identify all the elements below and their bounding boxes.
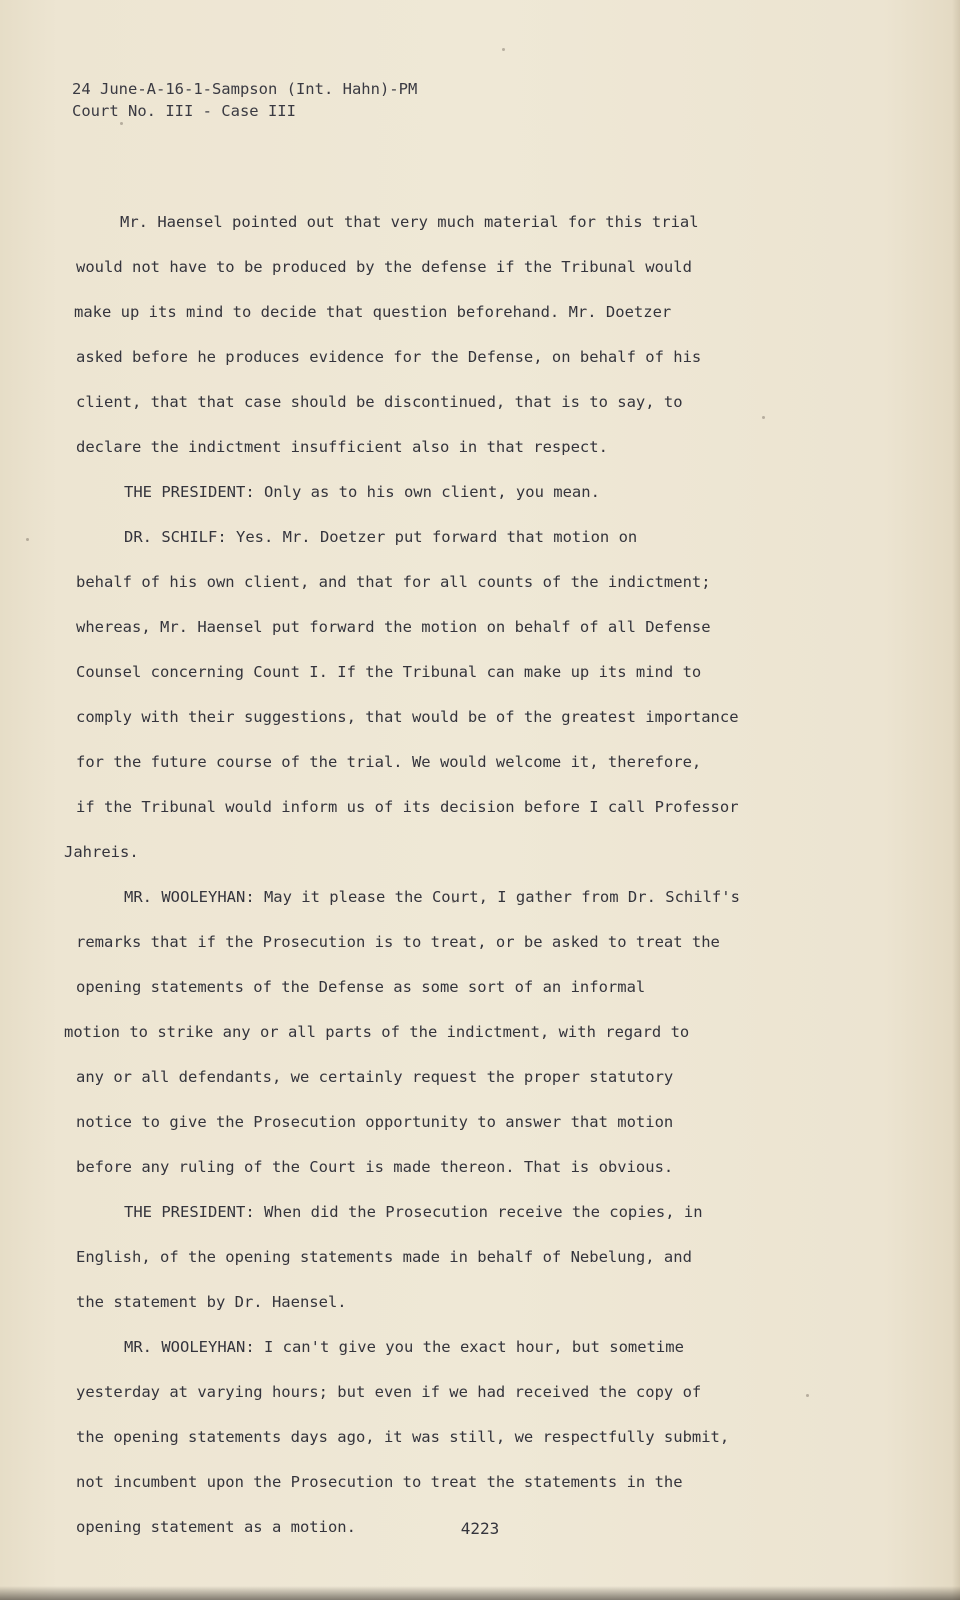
transcript-line: the opening statements days ago, it was still, we respectfully submit,: [76, 1428, 730, 1446]
transcript-line: English, of the opening statements made in behalf of Nebelung, and: [76, 1248, 692, 1266]
page-edge-bottom: [0, 1586, 960, 1600]
transcript-line: any or all defendants, we certainly request the proper statutory: [76, 1068, 674, 1086]
transcript-line: declare the indictment insufficient also in that respect.: [76, 438, 608, 456]
transcript-line: THE PRESIDENT: Only as to his own client, you mean.: [124, 483, 600, 501]
page-edge-shadow: [952, 0, 960, 1600]
document-header: [72, 78, 417, 122]
paper-speck: [762, 416, 765, 419]
header-reference-line: 24 June-A-16-1-Sampson (Int. Hahn)-PM: [72, 80, 418, 98]
transcript-line: motion to strike any or all parts of the indictment, with regard to: [64, 1023, 690, 1041]
paper-speck: [452, 900, 455, 903]
transcript-line: the statement by Dr. Haensel.: [76, 1293, 347, 1311]
transcript-line: MR. WOOLEYHAN: I can't give you the exact hour, but sometime: [124, 1338, 684, 1356]
transcript-line: not incumbent upon the Prosecution to treat the statements in the: [76, 1473, 683, 1491]
transcript-line: opening statement as a motion.: [76, 1518, 356, 1536]
transcript-line: client, that that case should be discontinued, that is to say, to: [76, 393, 683, 411]
page-number: 4223: [460, 1519, 500, 1538]
transcript-line: notice to give the Prosecution opportunity to answer that motion: [76, 1113, 674, 1131]
header-court-line: Court No. III - Case III: [72, 102, 296, 120]
transcript-line: remarks that if the Prosecution is to treat, or be asked to treat the: [76, 933, 720, 951]
transcript-line: behalf of his own client, and that for all counts of the indictment;: [76, 573, 711, 591]
transcript-line: for the future course of the trial. We would welcome it, therefore,: [76, 753, 702, 771]
transcript-line: asked before he produces evidence for the Defense, on behalf of his: [76, 348, 702, 366]
transcript-line: yesterday at varying hours; but even if we had received the copy of: [76, 1383, 702, 1401]
paper-speck: [502, 48, 505, 51]
paper-speck: [120, 122, 123, 125]
transcript-line: DR. SCHILF: Yes. Mr. Doetzer put forward that motion on: [124, 528, 638, 546]
transcript-line: Counsel concerning Count I. If the Tribunal can make up its mind to: [76, 663, 702, 681]
transcript-line: would not have to be produced by the defense if the Tribunal would: [76, 258, 692, 276]
transcript-line: THE PRESIDENT: When did the Prosecution receive the copies, in: [124, 1203, 703, 1221]
transcript-line: MR. WOOLEYHAN: May it please the Court, I gather from Dr. Schilf's: [124, 888, 740, 906]
transcript-line: make up its mind to decide that question beforehand. Mr. Doetzer: [74, 303, 672, 321]
transcript-line: comply with their suggestions, that would be of the greatest importance: [76, 708, 739, 726]
transcript-line: Jahreis.: [64, 843, 139, 861]
transcript-line: if the Tribunal would inform us of its decision before I call Professor: [76, 798, 739, 816]
paper-speck: [26, 538, 29, 541]
paper-speck: [806, 1394, 809, 1397]
transcript-line: before any ruling of the Court is made thereon. That is obvious.: [76, 1158, 674, 1176]
transcript-line: Mr. Haensel pointed out that very much material for this trial: [120, 213, 699, 231]
transcript-line: opening statements of the Defense as some sort of an informal: [76, 978, 646, 996]
transcript-line: whereas, Mr. Haensel put forward the motion on behalf of all Defense: [76, 618, 711, 636]
